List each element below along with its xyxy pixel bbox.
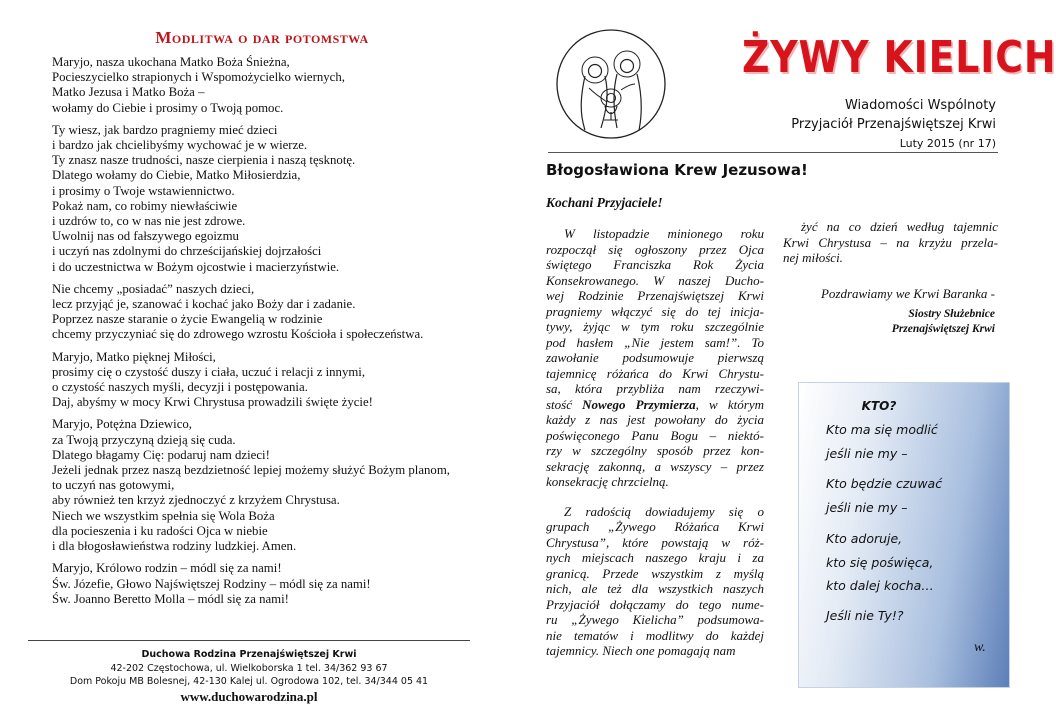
prayer-line: Daj, abyśmy w mocy Krwi Chrystusa prowadzili święte życie!	[52, 395, 373, 410]
prayer-line: dla pocieszenia i ku radości Ojca w niebie	[52, 523, 268, 538]
article-line: konsekrację chrzcielną.	[546, 474, 669, 489]
newsletter-subtitle-2: Przyjaciół Przenajświętszej Krwi	[791, 117, 996, 132]
prayer-section	[52, 28, 472, 614]
prayer-line: Maryjo, Królowo rodzin – módl się za nami!	[52, 561, 282, 576]
article-line: grupach „Żywego Różańca Krwi	[546, 519, 764, 534]
prayer-line: o czystość naszych myśli, decyzji i postępowania.	[52, 380, 308, 395]
article-line: nych miejscach naszego kraju i za	[546, 550, 764, 565]
article-column-1	[546, 226, 764, 659]
prayer-line: wołamy do Ciebie i prosimy o Twoją pomoc.	[52, 100, 284, 115]
prayer-line: Matko Jezusa i Matko Boża –	[52, 85, 205, 100]
kto-poem-box	[798, 382, 1010, 688]
prayer-line: Dlatego wołamy do Ciebie, Matko Miłosierdzia,	[52, 168, 301, 183]
article-line: każdy z nas jest powołany do życia	[546, 412, 764, 427]
article-line: nich, ale też dla wszystkich naszych	[546, 581, 764, 596]
kto-poem-line: Kto będzie czuwać	[826, 476, 943, 491]
holy-family-emblem-icon	[555, 28, 667, 140]
kto-poem-line: kto się poświęca,	[826, 555, 934, 570]
prayer-line: Ty znasz nasze trudności, nasze cierpienia i naszą tęsknotę.	[52, 153, 356, 168]
issue-label: Luty 2015 (nr 17)	[899, 137, 996, 150]
article-signature	[783, 307, 995, 337]
article-line: sekrację zakonną, a wszyscy – przez	[546, 458, 764, 474]
article-line: Chrystusa”, które powstają w róż-	[546, 534, 764, 550]
prayer-line: i bardzo jak chcielibyśmy wychować je w wierze.	[52, 138, 308, 153]
prayer-line: Św. Józefie, Głowo Najświętszej Rodziny – módl się za nami!	[52, 576, 371, 591]
prayer-line: Pocieszycielko strapionych i Wspomożycielko wiernych,	[52, 70, 345, 85]
article-line: Przyjaciół dołączamy do tego nume-	[546, 596, 764, 612]
article-line: sa, która przybliża nam rzeczywi-	[546, 381, 764, 396]
prayer-stanza	[52, 282, 472, 343]
prayer-stanza	[52, 350, 472, 411]
signature-line-1: Siostry Służebnice	[908, 308, 995, 320]
prayer-stanza	[52, 417, 472, 554]
prayer-title: Modlitwa o dar potomstwa	[155, 28, 369, 47]
kto-poem-line: jeśli nie my –	[826, 446, 908, 461]
kto-poem-title: KTO?	[861, 399, 897, 413]
article-line: stość Nowego Przymierza, w którym	[546, 396, 764, 412]
masthead-divider	[548, 152, 998, 153]
prayer-line: Niech we wszystkim spełnia się Wola Boża	[52, 508, 275, 523]
prayer-stanza	[52, 55, 472, 116]
newsletter-title: ŻYWY KIELICH	[742, 32, 1056, 83]
newsletter-subtitle-1: Wiadomości Wspólnoty	[844, 98, 996, 113]
article-greeting: Kochani Przyjaciele!	[546, 195, 663, 210]
prayer-stanzas	[52, 55, 472, 607]
footer-divider	[28, 640, 470, 641]
article-line: tajemnicy. Niech one pomagają nam	[546, 643, 736, 658]
prayer-line: Maryjo, Matko pięknej Miłości,	[52, 349, 216, 364]
prayer-line: Jeżeli jednak przez naszą bezdzietność lepiej możemy służyć Bożym planom,	[52, 463, 450, 478]
kto-poem-line: jeśli nie my –	[826, 500, 908, 515]
kto-poem-line: Kto adoruje,	[826, 531, 903, 546]
article-line: Krwi Chrystusa – na krzyżu przela-	[783, 234, 998, 250]
article-line: ru „Żywego Kielicha” podsumowa-	[546, 612, 764, 627]
article-line: rozpoczął się ogłoszony przez Ojca	[546, 241, 764, 257]
prayer-line: Uwolnij nas od fałszywego egoizmu	[52, 229, 239, 244]
prayer-line: chcemy przyczyniać się do zdrowego wzrostu Kościoła i społeczeństwa.	[52, 327, 424, 342]
footer	[28, 648, 470, 705]
article-line: Konsekrowanego. W naszej Ducho-	[546, 272, 764, 288]
article-headline: Błogosławiona Krew Jezusowa!	[546, 161, 808, 179]
kto-poem-line: Jeśli nie Ty!?	[826, 608, 904, 623]
prayer-line: i do uczestnictwa w Bożym ojcostwie i macierzyństwie.	[52, 259, 340, 274]
prayer-stanza	[52, 123, 472, 275]
prayer-line: Św. Joanno Beretto Molla – módl się za nami!	[52, 591, 289, 606]
kto-poem-signature: w.	[974, 640, 986, 655]
kto-poem-line: kto dalej kocha…	[826, 578, 934, 593]
footer-website-link[interactable]: www.duchowarodzina.pl	[180, 689, 318, 704]
prayer-line: Pokaż nam, co robimy niewłaściwie	[52, 198, 238, 213]
prayer-line: i uczyń nas zdolnymi do chrześcijańskiej dojrzałości	[52, 244, 322, 259]
article-line: rzy w szczególny sposób przez kon-	[546, 443, 764, 458]
prayer-line: Nie chcemy „posiadać” naszych dzieci,	[52, 281, 255, 296]
footer-org: Duchowa Rodzina Przenajświętszej Krwi	[141, 649, 357, 660]
article-line: pragniemy włączyć się do tej inicja-	[546, 303, 764, 319]
article-line: tajemnicę różańca do Krwi Chrystu-	[546, 365, 764, 381]
prayer-stanza	[52, 561, 472, 607]
article-line: pod hasłem „Nie jestem sam!”. To	[546, 334, 764, 350]
prayer-line: prosimy cię o czystość duszy i ciała, uczuć i relacji z innymi,	[52, 364, 366, 379]
article-regards: Pozdrawiamy we Krwi Baranka -	[820, 286, 995, 301]
prayer-line: aby również ten krzyż zjednoczyć z krzyżem Chrystusa.	[52, 493, 340, 508]
article-line: Z radością dowiadujemy się o	[564, 503, 764, 519]
footer-address-1: 42-202 Częstochowa, ul. Wielkoborska 1 tel. 34/362 93 67	[110, 663, 388, 674]
prayer-line: Maryjo, Potężna Dziewico,	[52, 417, 193, 432]
article-line: W listopadzie minionego roku	[564, 226, 764, 241]
prayer-line: i prosimy o Twoje wstawiennictwo.	[52, 183, 235, 198]
prayer-line: za Twoją przyczyną dzieją się cuda.	[52, 432, 236, 447]
signature-line-2: Przenajświętszej Krwi	[891, 323, 995, 335]
article-line: poświęconego Panu Bogu – niektó-	[546, 427, 764, 443]
article-column-2	[783, 219, 998, 266]
emphasis-text: Nowego Przymierza	[582, 396, 696, 412]
prayer-line: i dla błogosławieństwa rodziny ludzkiej. Amen.	[52, 539, 297, 554]
prayer-line: Ty wiesz, jak bardzo pragniemy mieć dzieci	[52, 122, 278, 137]
prayer-line: lecz przyjąć je, szanować i kochać jako Boży dar i zadanie.	[52, 297, 356, 312]
kto-poem-line: Kto ma się modlić	[826, 422, 938, 437]
prayer-line: Maryjo, nasza ukochana Matko Boża Śnieżna,	[52, 55, 290, 69]
article-line: tywy, żyjąc w tym roku szczególnie	[546, 319, 764, 334]
article-line	[546, 490, 764, 504]
prayer-line: i uzdrów to, co w nas nie jest zdrowe.	[52, 214, 246, 229]
article-line: nej miłości.	[783, 250, 843, 265]
article-line: zawołanie podsumowuje pierwszą	[546, 350, 764, 365]
article-line: świętego Franciszka Rok Życia	[546, 257, 764, 272]
prayer-line: Dlatego błagamy Cię: podaruj nam dzieci!	[52, 447, 270, 462]
footer-address-2: Dom Pokoju MB Bolesnej, 42-130 Kalej ul. Ogrodowa 102, tel. 34/344 05 41	[69, 676, 429, 687]
prayer-line: Poprzez nasze staranie o życie Ewangelią w rodzinie	[52, 312, 323, 327]
article-line: nie tematów i modlitwy do każdej	[546, 627, 764, 643]
prayer-line: to uczyń nas gotowymi,	[52, 478, 175, 493]
article-line: żyć na co dzień według tajemnic	[801, 219, 998, 234]
article-line: wej Rodzinie Przenajświętszej Krwi	[546, 288, 764, 303]
article-line: granicą. Przede wszystkim z myślą	[546, 565, 764, 581]
